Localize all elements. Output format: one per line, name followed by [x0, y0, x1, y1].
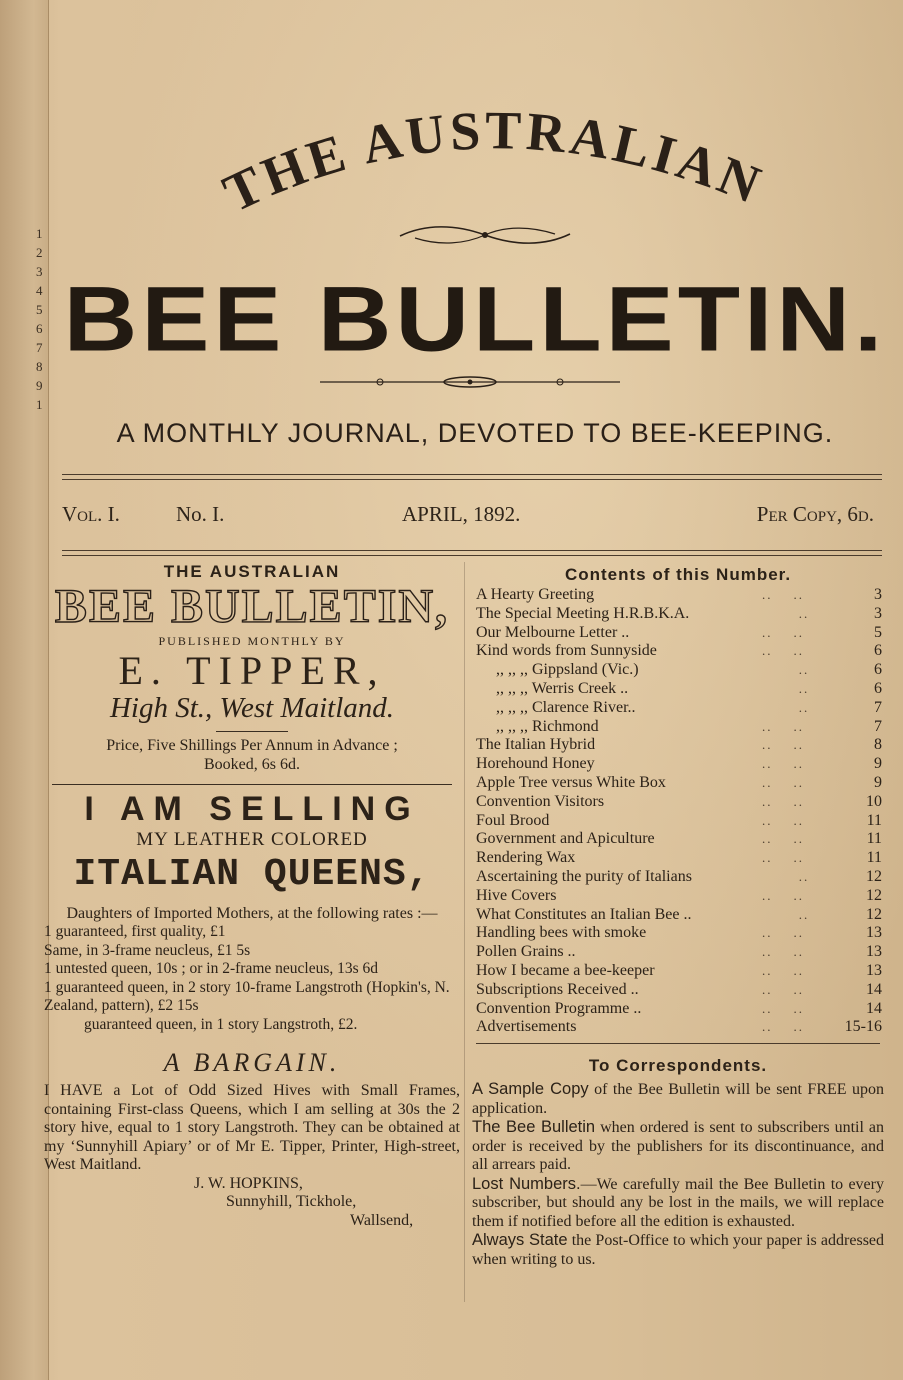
toc-entry: ,, ,, ,, Richmond .. .. 7 — [496, 717, 882, 735]
toc-entry: Our Melbourne Letter .. .. .. 5 — [476, 623, 882, 641]
volume-label: Vol. I. — [62, 502, 120, 526]
issue-info-row — [62, 502, 882, 532]
toc-entry: Convention Programme .. .. .. 14 — [476, 999, 882, 1017]
issue-number: No. I. — [176, 502, 225, 526]
correspondent-note: Always State the Post-Office to which your paper is addressed when writing to us. — [472, 1231, 885, 1268]
divider-rule — [62, 474, 882, 475]
left-column — [44, 562, 460, 1230]
toc-entry: How I became a bee-keeper .. .. 13 — [476, 961, 882, 979]
toc-entry: Horehound Honey .. .. 9 — [476, 755, 882, 773]
toc-entry: Convention Visitors .. .. 10 — [476, 792, 882, 810]
masthead-subtitle: A MONTHLY JOURNAL, DEVOTED TO BEE-KEEPING. — [116, 418, 834, 448]
toc-entry: A Hearty Greeting .. .. 3 — [476, 586, 882, 603]
publisher-ad-published: PUBLISHED MONTHLY BY — [158, 634, 346, 649]
toc-entry: Foul Brood .. .. 11 — [476, 811, 882, 829]
toc-entry: Pollen Grains .. .. .. 13 — [476, 943, 882, 961]
toc-entry: Advertisements .. .. 15-16 — [476, 1018, 882, 1036]
queens-price-line: 1 untested queen, 10s ; or in 2-frame neucleus, 13s 6d — [44, 960, 379, 978]
table-of-contents — [472, 586, 884, 1037]
queens-ad-subheading: MY LEATHER COLORED — [136, 828, 368, 850]
toc-entry: Rendering Wax .. .. 11 — [476, 849, 882, 867]
short-rule — [216, 731, 288, 732]
column-rule — [476, 1043, 880, 1044]
correspondent-note: A Sample Copy of the Bee Bulletin will be sent FREE upon application. — [472, 1080, 885, 1117]
arched-title-text: THE AUSTRALIAN — [214, 100, 772, 224]
flourish-ornament — [395, 222, 575, 248]
arched-title — [0, 0, 903, 260]
column-rule — [52, 784, 452, 785]
queens-ad-intro: Daughters of Imported Mothers, at the following rates :— — [66, 904, 438, 922]
price-per-copy: Per Copy, 6d. — [756, 502, 874, 526]
toc-entry: Apple Tree versus White Box .. .. 9 — [476, 773, 882, 791]
queens-price-line: 1 guaranteed queen, in 2 story 10-frame Langstroth (Hopkin's, N. Zealand, pattern), £2 15s — [44, 978, 450, 1015]
toc-entry: Ascertaining the purity of Italians .. 12 — [476, 867, 882, 885]
bargain-ad-heading: A BARGAIN. — [163, 1048, 341, 1078]
bargain-ad-place: Sunnyhill, Tickhole, — [226, 1193, 357, 1211]
publisher-ad-title: BEE BULLETIN, — [54, 580, 450, 633]
toc-entry: ,, ,, ,, Werris Creek .. .. 6 — [496, 679, 882, 697]
queens-price-line: guaranteed queen, in 1 story Langstroth, £2. — [84, 1015, 358, 1033]
queens-ad-heading: I AM SELLING — [84, 790, 420, 829]
toc-entry: The Italian Hybrid .. .. 8 — [476, 736, 882, 754]
correspondents-title: To Correspondents. — [588, 1056, 768, 1076]
right-column — [472, 565, 884, 1269]
contents-title: Contents of this Number. — [564, 565, 792, 584]
publisher-ad-small-title: THE AUSTRALIAN — [163, 562, 341, 581]
masthead-title: BEE BULLETIN. — [63, 267, 887, 371]
queens-price-line: Same, in 3-frame neucleus, £1 5s — [44, 941, 251, 959]
queens-price-line: 1 guaranteed, first quality, £1 — [44, 923, 226, 941]
correspondent-note: The Bee Bulletin when ordered is sent to subscribers until an order is received by the publishers for its discontinuance, and all arrears paid. — [472, 1118, 885, 1174]
toc-entry: Government and Apiculture .. .. 11 — [476, 830, 882, 848]
issue-date: APRIL, 1892. — [402, 502, 521, 526]
bargain-ad-signature: J. W. HOPKINS, — [194, 1174, 303, 1192]
divider-rule — [62, 555, 882, 556]
toc-entry: ,, ,, ,, Gippsland (Vic.) .. 6 — [496, 661, 882, 679]
rule-ornament — [320, 372, 620, 392]
toc-entry: ,, ,, ,, Clarence River.. .. 7 — [496, 698, 882, 716]
correspondent-note: Lost Numbers.—We carefully mail the Bee Bulletin to every subscriber, but should any be lost in the mails, we will replace them if notified before all the edition is exhausted. — [472, 1174, 884, 1230]
divider-rule — [62, 479, 882, 480]
booked-price: Booked, 6s 6d. — [204, 756, 300, 774]
subscription-price: Price, Five Shillings Per Annum in Advance ; — [106, 737, 398, 755]
queens-ad-product: ITALIAN QUEENS, — [73, 853, 431, 897]
edge-line-numbers: 1 2 3 4 5 6 7 8 9 1 — [36, 226, 43, 412]
toc-entry: What Constitutes an Italian Bee .. .. 12 — [476, 905, 882, 923]
bargain-ad-body: I HAVE a Lot of Odd Sized Hives with Small Frames, containing First-class Queens, which I am selling at 30s the 2 story hive, equal to 1 story Langstroth. They can be obtained at my ‘Sunnyhill Apiary’ or of Mr E. Tipper, Printer, High-street, West Maitland. — [44, 1082, 460, 1174]
bargain-ad-place: Wallsend, — [350, 1211, 414, 1229]
publisher-name: E. TIPPER, — [118, 648, 386, 694]
toc-entry: The Special Meeting H.R.B.K.A. .. 3 — [476, 604, 882, 622]
divider-rule — [62, 550, 882, 551]
publisher-address: High St., West Maitland. — [109, 692, 395, 725]
column-separator — [464, 562, 465, 1302]
toc-entry: Hive Covers .. .. 12 — [476, 886, 882, 904]
toc-entry: Handling bees with smoke .. .. 13 — [476, 924, 882, 942]
toc-entry: Kind words from Sunnyside .. .. 6 — [476, 642, 882, 660]
toc-entry: Subscriptions Received .. .. .. 14 — [476, 980, 882, 998]
